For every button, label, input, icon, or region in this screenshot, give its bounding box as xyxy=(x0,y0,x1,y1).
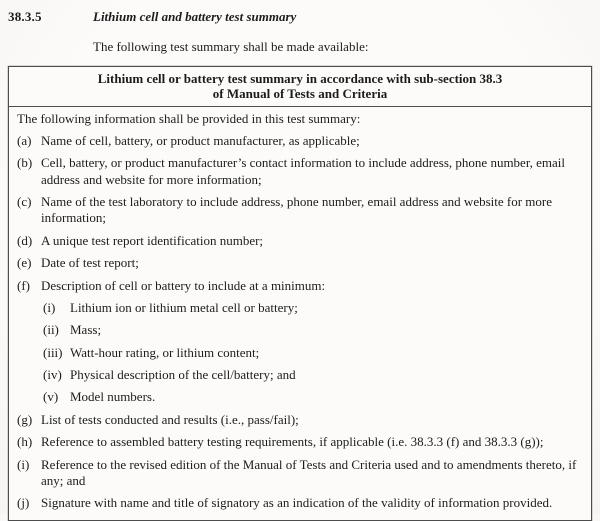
item-text: Name of cell, battery, or product manufacturer, as applicable; xyxy=(41,132,360,148)
sublist-f xyxy=(43,300,577,406)
item-label: (i) xyxy=(17,456,30,472)
table-header-line2: of Manual of Tests and Criteria xyxy=(212,86,388,102)
item-label: (b) xyxy=(17,155,33,171)
item-label: (f) xyxy=(17,277,30,293)
list-item-j xyxy=(17,495,577,511)
list-item-c xyxy=(17,194,577,227)
list-item-i xyxy=(17,457,577,490)
sublist-item-iv xyxy=(43,367,577,383)
item-text: Reference to assembled battery testing requirements, if applicable (i.e. 38.3.3 (f) and 38.3.3 (g)); xyxy=(41,434,544,450)
list-item-h xyxy=(17,434,577,450)
sublist-item-iii xyxy=(43,345,577,361)
item-text: Cell, battery, or product manufacturer’s contact information to include address, phone number, email address and website for more information; xyxy=(41,155,566,187)
item-text xyxy=(41,278,577,406)
section-title: Lithium cell and battery test summary xyxy=(93,9,297,24)
subitem-text: Mass; xyxy=(70,322,102,338)
item-label: (a) xyxy=(17,132,32,148)
sublist-item-ii xyxy=(43,322,577,338)
subitem-label: (ii) xyxy=(43,322,59,338)
list-item-d xyxy=(17,233,577,249)
list-item-b xyxy=(17,155,577,188)
item-text: Signature with name and title of signatory as an indication of the validity of information provided. xyxy=(41,495,553,511)
item-label: (j) xyxy=(17,495,30,511)
item-label: (g) xyxy=(17,411,33,427)
section-number: 38.3.5 xyxy=(8,9,42,24)
list-item-g xyxy=(17,412,577,428)
subitem-label: (iii) xyxy=(43,344,63,360)
table-header xyxy=(9,67,591,107)
item-text: List of tests conducted and results (i.e., pass/fail); xyxy=(41,411,299,427)
item-text: Date of test report; xyxy=(41,255,139,271)
item-text: A unique test report identification number; xyxy=(41,232,264,248)
subitem-label: (v) xyxy=(43,389,59,405)
subitem-text: Watt-hour rating, or lithium content; xyxy=(70,344,260,360)
item-label: (c) xyxy=(17,194,32,210)
subitem-text: Model numbers. xyxy=(70,389,156,405)
item-text: Description of cell or battery to include at a minimum: xyxy=(41,277,326,293)
item-text: Name of the test laboratory to include address, phone number, email address and website for more information; xyxy=(41,194,553,226)
list-item-f xyxy=(17,278,577,406)
subitem-label: (i) xyxy=(43,299,56,315)
item-text: Reference to the revised edition of the Manual of Tests and Criteria used and to amendments thereto, if any; and xyxy=(41,456,577,488)
table-header-line1: Lithium cell or battery test summary in accordance with sub-section 38.3 xyxy=(97,71,503,86)
subitem-label: (iv) xyxy=(43,367,62,383)
test-summary-table xyxy=(8,66,592,521)
table-body xyxy=(9,107,591,520)
subitem-text: Physical description of the cell/battery; and xyxy=(70,367,296,383)
section-heading xyxy=(8,9,592,25)
table-body-intro: The following information shall be provided in this test summary: xyxy=(17,110,361,126)
sublist-item-v xyxy=(43,389,577,405)
subitem-text: Lithium ion or lithium metal cell or battery; xyxy=(70,299,298,315)
item-label: (e) xyxy=(17,255,32,271)
intro-text: The following test summary shall be made available: xyxy=(93,39,369,54)
item-label: (h) xyxy=(17,434,33,450)
item-label: (d) xyxy=(17,232,33,248)
list-item-a xyxy=(17,133,577,149)
list-item-e xyxy=(17,255,577,271)
sublist-item-i xyxy=(43,300,577,316)
